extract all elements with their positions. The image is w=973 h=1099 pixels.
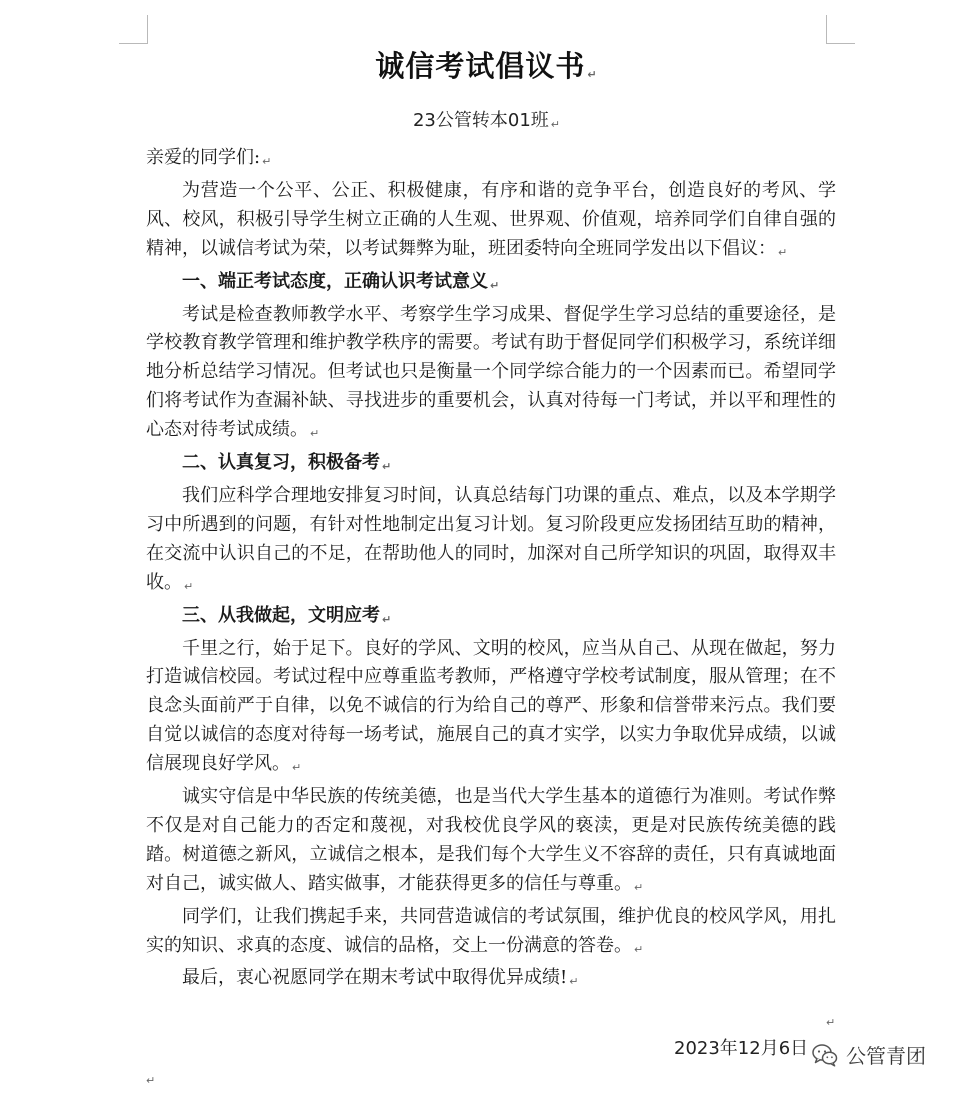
wechat-icon <box>812 1043 838 1067</box>
paragraph-mark: ↵ <box>569 975 579 989</box>
source-watermark <box>812 1040 926 1069</box>
watermark-label: 公管青团 <box>846 1044 926 1068</box>
paragraph-mark: ↵ <box>382 612 392 626</box>
section-heading-1: 一、端正考试态度，正确认识考试意义 ↵ <box>182 270 500 292</box>
body-paragraph: 考试是检查教师教学水平、考察学生学习成果、督促学生学习总结的重要途径，是学校教育教学管理和维护教学秩序的需要。考试有助于督促同学们积极学习，系统详细地分析总结学习情况。但考试也只是衡量一个同学综合能力的一个因素而已。希望同学们将考试作为查漏补缺、寻找进步的重要机会，认真对待每一门考试，并以平和理性的心态对待考试成绩。 ↵ <box>146 303 836 441</box>
body-paragraph: 诚实守信是中华民族的传统美德，也是当代大学生基本的道德行为准则。考试作弊不仅是对自己能力的否定和蔑视，对我校优良学风的亵渎，更是对民族传统美德的践踏。树道德之新风，立诚信之根本，是我们每个大学生义不容辞的责任，只有真诚地面对自己，诚实做人、踏实做事，才能获得更多的信任与尊重。 ↵ <box>146 786 836 894</box>
body-paragraph: 我们应科学合理地安排复习时间，认真总结每门功课的重点、难点，以及本学期学习中所遇到的问题，有针对性地制定出复习计划。复习阶段更应发扬团结互助的精神，在交流中认识自己的不足，在帮助他人的同时，加深对自己所学知识的巩固，取得双丰收。 ↵ <box>146 484 836 593</box>
body-paragraph: 同学们，让我们携起手来，共同营造诚信的考试氛围，维护优良的校风学风，用扎实的知识、求真的态度、诚信的品格，交上一份满意的答卷。 ↵ <box>146 905 836 956</box>
paragraph-mark: ↵ <box>184 579 194 593</box>
crop-mark-top-left <box>119 15 148 44</box>
paragraph-mark: ↵ <box>634 942 644 956</box>
crop-mark-top-right <box>826 15 855 44</box>
section-heading-2: 二、认真复习，积极备考 ↵ <box>182 452 392 474</box>
paragraph-mark: ↵ <box>550 118 561 131</box>
document-date: 2023年12月6日 <box>674 1038 809 1059</box>
paragraph-mark: ↵ <box>587 68 598 81</box>
paragraph-mark: ↵ <box>778 245 788 259</box>
intro-paragraph: 为营造一个公平、公正、积极健康，有序和谐的竞争平台，创造良好的考风、学风、校风，积极引导学生树立正确的人生观、世界观、价值观，培养同学们自律自强的精神，以诚信考试为荣，以考试舞弊为耻，班团委特向全班同学发出以下倡议： ↵ <box>146 179 836 259</box>
closing-paragraph: 最后，衷心祝愿同学在期末考试中取得优异成绩! ↵ <box>182 967 579 989</box>
document-body <box>146 144 836 997</box>
document-title: 诚信考试倡议书 ↵ <box>375 49 598 83</box>
body-paragraph: 千里之行，始于足下。良好的学风、文明的校风，应当从自己、从现在做起，努力打造诚信校园。考试过程中应尊重监考教师，严格遵守学校考试制度，服从管理；在不良念头面前严于自律，以免不诚信的行为给自己的尊严、形象和信誉带来污点。我们要自觉以诚信的态度对待每一场考试，施展自己的真才实学，以实力争取优异成绩，以诚信展现良好学风。 ↵ <box>146 637 836 775</box>
paragraph-mark: ↵ <box>826 1016 836 1029</box>
paragraph-mark: ↵ <box>292 761 302 775</box>
paragraph-mark: ↵ <box>634 880 644 894</box>
paragraph-mark: ↵ <box>310 427 320 441</box>
section-heading-3: 三、从我做起，文明应考 ↵ <box>182 604 392 626</box>
document-subtitle: 23公管转本01班 ↵ <box>412 110 561 131</box>
paragraph-mark: ↵ <box>490 278 500 292</box>
paragraph-mark: ↵ <box>146 1074 156 1087</box>
paragraph-mark: ↵ <box>382 460 392 474</box>
greeting: 亲爱的同学们: ↵ <box>146 147 272 168</box>
paragraph-mark: ↵ <box>262 155 272 168</box>
